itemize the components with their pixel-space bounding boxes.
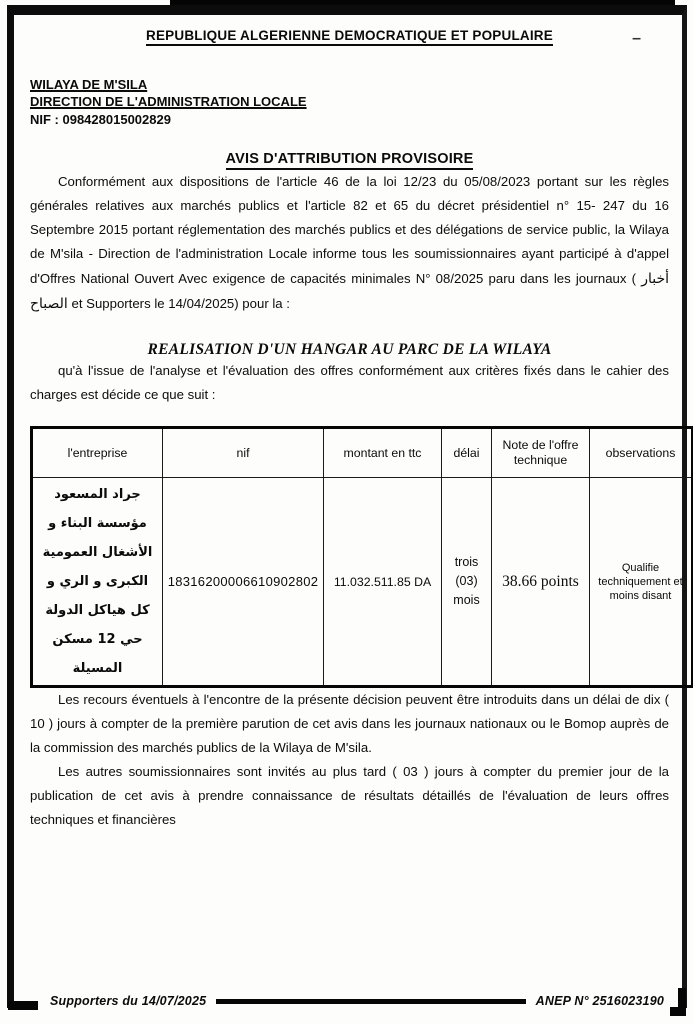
issuer-block (30, 76, 669, 128)
award-table-header-row (32, 428, 693, 478)
notice-title-row (30, 150, 669, 170)
scan-edge-artifact (300, 6, 540, 10)
footer-journal-date: Supporters du 14/07/2025 (50, 994, 207, 1008)
wilaya-name: WILAYA DE M'SILA (30, 77, 148, 92)
autres-soumissionnaires-paragraph: Les autres soumissionnaires sont invités au plus tard ( 03 ) jours à compter du premier jour de la publication de cet avis à prendre connaissance de résultats détaillés de l'évaluation de leurs offres techniques et financières (30, 764, 669, 827)
direction-name: DIRECTION DE L'ADMINISTRATION LOCALE (30, 94, 307, 109)
col-header-nif: nif (163, 428, 324, 478)
project-title: REALISATION D'UN HANGAR AU PARC DE LA WILAYA (147, 341, 552, 358)
cell-montant-ttc: 11.032.511.85 DA (324, 478, 442, 687)
scan-dash-mark: – (632, 30, 641, 47)
journal-name-arabic: أخبار الصباح (30, 270, 669, 311)
cell-delai: trois (03) mois (442, 478, 492, 687)
intro-paragraph (30, 170, 669, 316)
col-header-delai: délai (442, 428, 492, 478)
republic-title: REPUBLIQUE ALGERIENNE DEMOCRATIQUE ET POPULAIRE (146, 28, 553, 46)
intro-text-after-arabic: et Supporters le 14/04/2025) pour la : (67, 296, 290, 311)
footer-anep-ref: ANEP N° 2516023190 (535, 994, 664, 1008)
col-header-entreprise: l'entreprise (32, 428, 163, 478)
issuer-nif: NIF : 098428015002829 (30, 112, 171, 127)
document-page (14, 15, 681, 832)
corner-mark-right (670, 988, 686, 1016)
award-table-row (32, 478, 693, 687)
col-header-note-technique: Note de l'offre technique (492, 428, 590, 478)
recours-paragraph: Les recours éventuels à l'encontre de la présente décision peuvent être introduits dans un délai de dix ( 10 ) jours à compter de la première parution de cet avis dans les journaux nationaux ou le Bomop auprès de la commission des marchés publics de la Wilaya de M'sila. (30, 692, 669, 755)
republic-header-row (30, 28, 669, 46)
cell-note-technique: 38.66 points (492, 478, 590, 687)
cell-observations: Qualifie techniquement et moins disant (590, 478, 693, 687)
footer-row (8, 986, 686, 1016)
col-header-montant: montant en ttc (324, 428, 442, 478)
corner-mark-left (8, 1001, 38, 1010)
intro-text-before-arabic: Conformément aux dispositions de l'article 46 de la loi 12/23 du 05/08/2023 portant sur les règles générales relatives aux marchés publics et l'article 82 et 65 du décret présidentiel n° 15- 247 du 16 Septembre 2015 portant réglementation des marchés publics et des délégations de service public, la Wilaya de M'sila - Direction de l'administration Locale informe tous les soumissionnaires ayant participé à d'appel d'Offres National Ouvert Avec exigence de capacités minimales N° 08/2025 paru dans les journaux ( (30, 174, 669, 286)
col-header-observations: observations (590, 428, 693, 478)
cell-entreprise: جراد المسعود مؤسسة البناء و الأشغال العمومية الكبرى و الري و كل هياكل الدولة حي 12 مسكن المسيلة (32, 478, 163, 687)
footer-divider-line (216, 999, 525, 1004)
cell-nif: 18316200006610902802 (163, 478, 324, 687)
project-title-row (30, 341, 669, 359)
analysis-paragraph: qu'à l'issue de l'analyse et l'évaluation des offres conformément aux critères fixés dans le cahier des charges est décide ce que suit : (30, 363, 669, 402)
award-table (30, 426, 693, 688)
notice-title: AVIS D'ATTRIBUTION PROVISOIRE (226, 151, 474, 170)
